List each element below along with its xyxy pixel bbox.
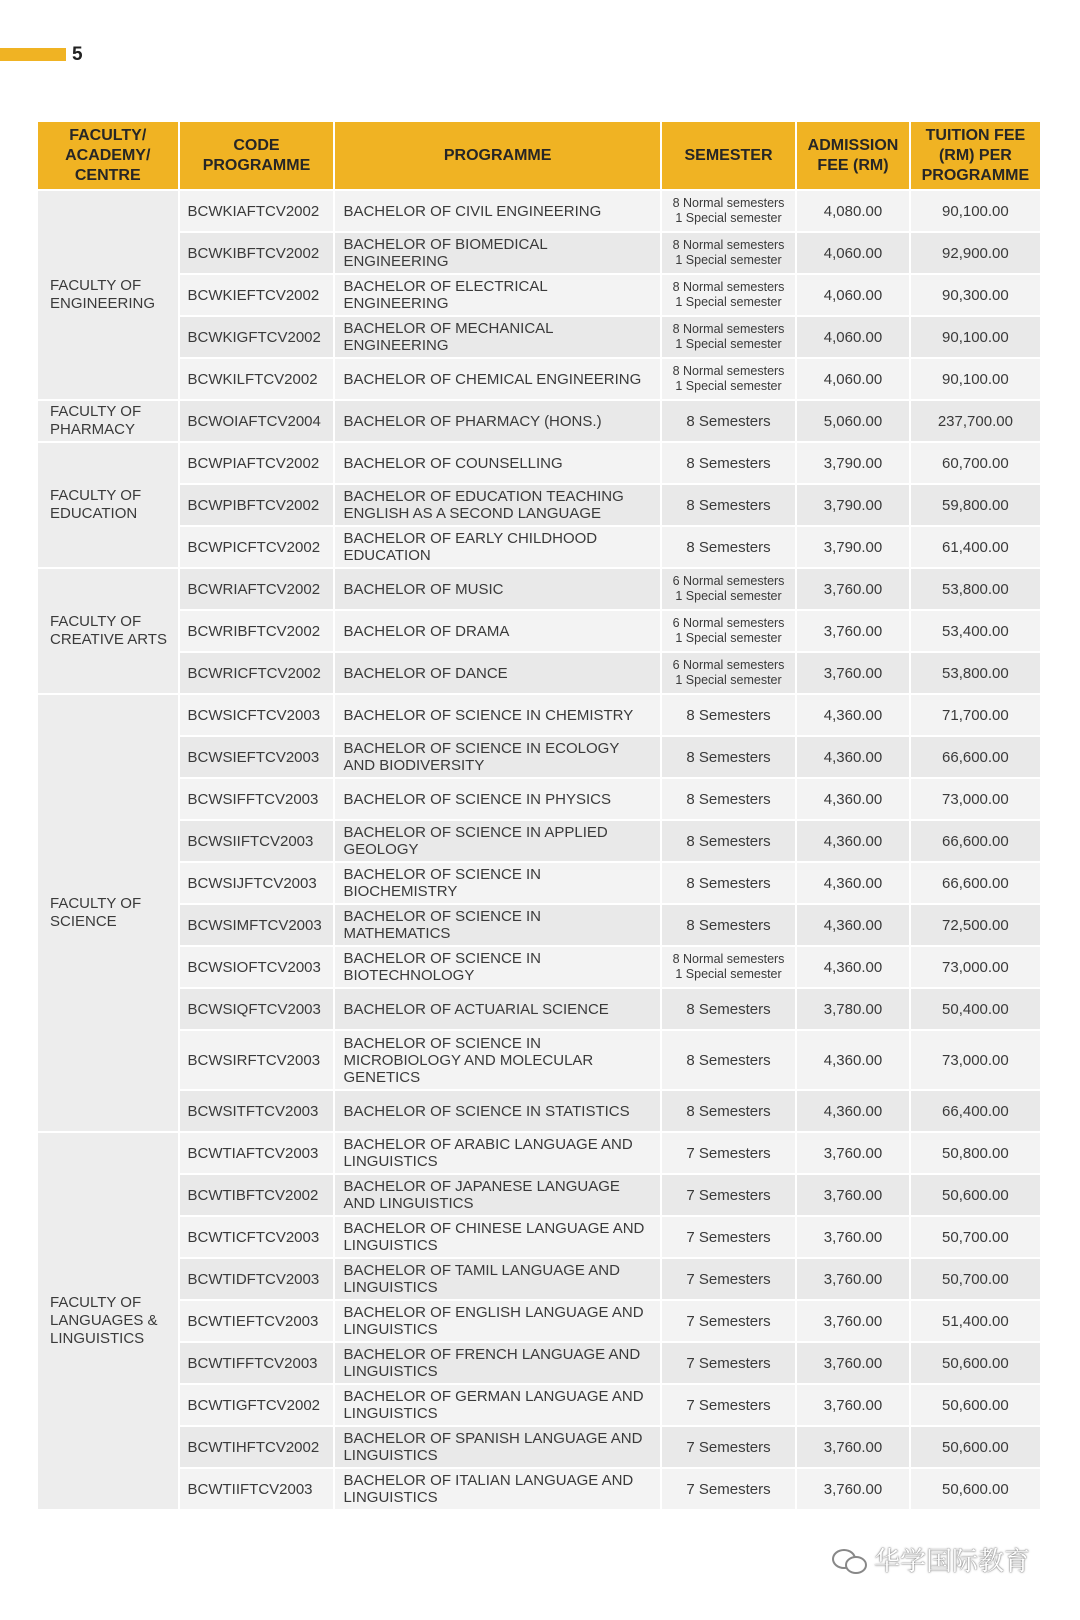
table-row: [37, 274, 1041, 316]
table-row: [37, 1174, 1041, 1216]
programme-name: BACHELOR OF SCIENCE IN ECOLOGY AND BIODIVERSITY: [334, 736, 660, 778]
admission-fee: 4,060.00: [796, 316, 910, 358]
semester-cell: 8 Semesters: [661, 400, 796, 442]
admission-fee: 4,360.00: [796, 1090, 910, 1132]
table-row: [37, 946, 1041, 988]
page-accent-bar: [0, 48, 66, 61]
tuition-fee: 60,700.00: [910, 442, 1041, 484]
semester-cell: 8 Semesters: [661, 1030, 796, 1090]
admission-fee: 3,760.00: [796, 1216, 910, 1258]
semester-normal: 6 Normal semesters: [672, 658, 785, 672]
table-row: [37, 694, 1041, 736]
table-row: [37, 820, 1041, 862]
faculty-cell: FACULTY OF SCIENCE: [37, 694, 179, 1132]
semester-cell: 7 Semesters: [661, 1468, 796, 1510]
admission-fee: 4,360.00: [796, 904, 910, 946]
admission-fee: 3,760.00: [796, 1384, 910, 1426]
programme-name: BACHELOR OF TAMIL LANGUAGE AND LINGUISTICS: [334, 1258, 660, 1300]
programme-code: BCWTICFTCV2003: [179, 1216, 335, 1258]
programme-name: BACHELOR OF ARABIC LANGUAGE AND LINGUISTICS: [334, 1132, 660, 1174]
table-row: [37, 442, 1041, 484]
programme-name: BACHELOR OF SPANISH LANGUAGE AND LINGUISTICS: [334, 1426, 660, 1468]
programme-code: BCWKIEFTCV2002: [179, 274, 335, 316]
tuition-fee: 50,600.00: [910, 1342, 1041, 1384]
header-programme: PROGRAMME: [334, 121, 660, 190]
tuition-fee: 66,600.00: [910, 736, 1041, 778]
admission-fee: 3,760.00: [796, 610, 910, 652]
semester-cell: 7 Semesters: [661, 1132, 796, 1174]
programme-code: BCWSIIFTCV2003: [179, 820, 335, 862]
semester-special: 1 Special semester: [675, 379, 782, 393]
table-row: [37, 1090, 1041, 1132]
tuition-fee: 73,000.00: [910, 1030, 1041, 1090]
semester-cell: [661, 610, 796, 652]
programme-code: BCWKIGFTCV2002: [179, 316, 335, 358]
tuition-fee: 90,100.00: [910, 358, 1041, 400]
table-row: [37, 610, 1041, 652]
semester-cell: 8 Semesters: [661, 736, 796, 778]
semester-cell: 7 Semesters: [661, 1384, 796, 1426]
table-row: [37, 484, 1041, 526]
header-faculty: FACULTY/ ACADEMY/ CENTRE: [37, 121, 179, 190]
admission-fee: 3,760.00: [796, 1132, 910, 1174]
faculty-cell: FACULTY OF LANGUAGES & LINGUISTICS: [37, 1132, 179, 1510]
admission-fee: 4,360.00: [796, 694, 910, 736]
programme-code: BCWTIFFTCV2003: [179, 1342, 335, 1384]
programme-name: BACHELOR OF SCIENCE IN STATISTICS: [334, 1090, 660, 1132]
semester-cell: 7 Semesters: [661, 1342, 796, 1384]
programme-name: BACHELOR OF ELECTRICAL ENGINEERING: [334, 274, 660, 316]
semester-special: 1 Special semester: [675, 967, 782, 981]
programme-name: BACHELOR OF SCIENCE IN BIOCHEMISTRY: [334, 862, 660, 904]
programme-name: BACHELOR OF DRAMA: [334, 610, 660, 652]
tuition-fee: 50,400.00: [910, 988, 1041, 1030]
table-row: [37, 526, 1041, 568]
programme-code: BCWSIEFTCV2003: [179, 736, 335, 778]
programme-name: BACHELOR OF SCIENCE IN MICROBIOLOGY AND MOLECULAR GENETICS: [334, 1030, 660, 1090]
programme-code: BCWSIMFTCV2003: [179, 904, 335, 946]
programme-code: BCWTIAFTCV2003: [179, 1132, 335, 1174]
table-row: [37, 652, 1041, 694]
table-body: [37, 190, 1041, 1510]
semester-cell: 7 Semesters: [661, 1258, 796, 1300]
header-tuition-fee: TUITION FEE (RM) PER PROGRAMME: [910, 121, 1041, 190]
tuition-fee: 73,000.00: [910, 946, 1041, 988]
fee-table: [36, 120, 1042, 1511]
admission-fee: 3,790.00: [796, 484, 910, 526]
table-row: [37, 1468, 1041, 1510]
tuition-fee: 53,800.00: [910, 568, 1041, 610]
programme-name: BACHELOR OF ITALIAN LANGUAGE AND LINGUISTICS: [334, 1468, 660, 1510]
programme-name: BACHELOR OF GERMAN LANGUAGE AND LINGUISTICS: [334, 1384, 660, 1426]
programme-name: BACHELOR OF CHEMICAL ENGINEERING: [334, 358, 660, 400]
programme-code: BCWTIHFTCV2002: [179, 1426, 335, 1468]
admission-fee: 3,760.00: [796, 652, 910, 694]
semester-cell: 8 Semesters: [661, 694, 796, 736]
semester-cell: [661, 232, 796, 274]
programme-code: BCWTIDFTCV2003: [179, 1258, 335, 1300]
programme-name: BACHELOR OF PHARMACY (HONS.): [334, 400, 660, 442]
programme-code: BCWSITFTCV2003: [179, 1090, 335, 1132]
tuition-fee: 53,800.00: [910, 652, 1041, 694]
faculty-cell: FACULTY OF CREATIVE ARTS: [37, 568, 179, 694]
programme-code: BCWRIAFTCV2002: [179, 568, 335, 610]
programme-code: BCWKILFTCV2002: [179, 358, 335, 400]
admission-fee: 5,060.00: [796, 400, 910, 442]
tuition-fee: 92,900.00: [910, 232, 1041, 274]
programme-name: BACHELOR OF DANCE: [334, 652, 660, 694]
programme-code: BCWSIRFTCV2003: [179, 1030, 335, 1090]
tuition-fee: 66,600.00: [910, 820, 1041, 862]
semester-cell: [661, 190, 796, 232]
tuition-fee: 53,400.00: [910, 610, 1041, 652]
table-row: [37, 1426, 1041, 1468]
semester-cell: 8 Semesters: [661, 778, 796, 820]
semester-cell: 8 Semesters: [661, 526, 796, 568]
tuition-fee: 50,600.00: [910, 1384, 1041, 1426]
programme-name: BACHELOR OF MECHANICAL ENGINEERING: [334, 316, 660, 358]
semester-special: 1 Special semester: [675, 211, 782, 225]
table-row: [37, 1030, 1041, 1090]
programme-name: BACHELOR OF JAPANESE LANGUAGE AND LINGUISTICS: [334, 1174, 660, 1216]
faculty-cell: FACULTY OF EDUCATION: [37, 442, 179, 568]
semester-special: 1 Special semester: [675, 589, 782, 603]
admission-fee: 3,790.00: [796, 526, 910, 568]
programme-name: BACHELOR OF EARLY CHILDHOOD EDUCATION: [334, 526, 660, 568]
programme-name: BACHELOR OF SCIENCE IN CHEMISTRY: [334, 694, 660, 736]
table-row: [37, 316, 1041, 358]
programme-code: BCWTIBFTCV2002: [179, 1174, 335, 1216]
table-row: [37, 1342, 1041, 1384]
admission-fee: 3,780.00: [796, 988, 910, 1030]
programme-code: BCWPIBFTCV2002: [179, 484, 335, 526]
table-row: [37, 568, 1041, 610]
admission-fee: 3,790.00: [796, 442, 910, 484]
admission-fee: 4,060.00: [796, 358, 910, 400]
tuition-fee: 90,100.00: [910, 190, 1041, 232]
admission-fee: 4,360.00: [796, 736, 910, 778]
tuition-fee: 50,600.00: [910, 1426, 1041, 1468]
semester-special: 1 Special semester: [675, 631, 782, 645]
programme-name: BACHELOR OF BIOMEDICAL ENGINEERING: [334, 232, 660, 274]
admission-fee: 4,080.00: [796, 190, 910, 232]
semester-cell: [661, 358, 796, 400]
admission-fee: 3,760.00: [796, 1468, 910, 1510]
programme-code: BCWSICFTCV2003: [179, 694, 335, 736]
watermark-text: 华学国际教育: [874, 1546, 1031, 1576]
semester-cell: 7 Semesters: [661, 1426, 796, 1468]
admission-fee: 3,760.00: [796, 1342, 910, 1384]
table-row: [37, 1216, 1041, 1258]
admission-fee: 3,760.00: [796, 1174, 910, 1216]
tuition-fee: 51,400.00: [910, 1300, 1041, 1342]
programme-code: BCWPICFTCV2002: [179, 526, 335, 568]
programme-name: BACHELOR OF ENGLISH LANGUAGE AND LINGUISTICS: [334, 1300, 660, 1342]
semester-normal: 6 Normal semesters: [672, 574, 785, 588]
programme-name: BACHELOR OF MUSIC: [334, 568, 660, 610]
programme-name: BACHELOR OF ACTUARIAL SCIENCE: [334, 988, 660, 1030]
semester-cell: 8 Semesters: [661, 484, 796, 526]
programme-name: BACHELOR OF FRENCH LANGUAGE AND LINGUISTICS: [334, 1342, 660, 1384]
table-row: [37, 1258, 1041, 1300]
semester-cell: 7 Semesters: [661, 1216, 796, 1258]
programme-name: BACHELOR OF CIVIL ENGINEERING: [334, 190, 660, 232]
admission-fee: 4,360.00: [796, 946, 910, 988]
semester-normal: 8 Normal semesters: [672, 322, 785, 336]
table-row: [37, 736, 1041, 778]
programme-code: BCWRIBFTCV2002: [179, 610, 335, 652]
watermark: [832, 1541, 1030, 1578]
tuition-fee: 90,300.00: [910, 274, 1041, 316]
table-row: [37, 400, 1041, 442]
tuition-fee: 72,500.00: [910, 904, 1041, 946]
programme-code: BCWPIAFTCV2002: [179, 442, 335, 484]
admission-fee: 4,360.00: [796, 862, 910, 904]
tuition-fee: 90,100.00: [910, 316, 1041, 358]
table-row: [37, 358, 1041, 400]
programme-code: BCWOIAFTCV2004: [179, 400, 335, 442]
page-number: 5: [72, 44, 83, 65]
semester-normal: 8 Normal semesters: [672, 364, 785, 378]
programme-name: BACHELOR OF COUNSELLING: [334, 442, 660, 484]
header-admission-fee: ADMISSION FEE (RM): [796, 121, 910, 190]
semester-special: 1 Special semester: [675, 673, 782, 687]
programme-code: BCWSIOFTCV2003: [179, 946, 335, 988]
table-row: [37, 232, 1041, 274]
semester-normal: 8 Normal semesters: [672, 238, 785, 252]
programme-code: BCWTIGFTCV2002: [179, 1384, 335, 1426]
tuition-fee: 50,700.00: [910, 1258, 1041, 1300]
admission-fee: 4,360.00: [796, 778, 910, 820]
header-code: CODE PROGRAMME: [179, 121, 335, 190]
programme-code: BCWTIEFTCV2003: [179, 1300, 335, 1342]
table-row: [37, 904, 1041, 946]
table-row: [37, 190, 1041, 232]
semester-cell: [661, 274, 796, 316]
table-row: [37, 1132, 1041, 1174]
table-row: [37, 778, 1041, 820]
programme-code: BCWTIIFTCV2003: [179, 1468, 335, 1510]
faculty-cell: FACULTY OF ENGINEERING: [37, 190, 179, 400]
admission-fee: 4,060.00: [796, 274, 910, 316]
semester-cell: 8 Semesters: [661, 988, 796, 1030]
tuition-fee: 50,800.00: [910, 1132, 1041, 1174]
programme-name: BACHELOR OF SCIENCE IN PHYSICS: [334, 778, 660, 820]
semester-normal: 8 Normal semesters: [672, 952, 785, 966]
admission-fee: 4,360.00: [796, 820, 910, 862]
programme-code: BCWSIQFTCV2003: [179, 988, 335, 1030]
admission-fee: 4,360.00: [796, 1030, 910, 1090]
tuition-fee: 50,600.00: [910, 1174, 1041, 1216]
semester-cell: 7 Semesters: [661, 1174, 796, 1216]
header-semester: SEMESTER: [661, 121, 796, 190]
tuition-fee: 73,000.00: [910, 778, 1041, 820]
admission-fee: 3,760.00: [796, 568, 910, 610]
admission-fee: 3,760.00: [796, 1426, 910, 1468]
programme-code: BCWKIAFTCV2002: [179, 190, 335, 232]
wechat-icon: [832, 1547, 868, 1573]
programme-name: BACHELOR OF SCIENCE IN APPLIED GEOLOGY: [334, 820, 660, 862]
programme-name: BACHELOR OF EDUCATION TEACHING ENGLISH AS A SECOND LANGUAGE: [334, 484, 660, 526]
tuition-fee: 61,400.00: [910, 526, 1041, 568]
semester-cell: [661, 946, 796, 988]
tuition-fee: 66,600.00: [910, 862, 1041, 904]
semester-cell: [661, 316, 796, 358]
faculty-cell: FACULTY OF PHARMACY: [37, 400, 179, 442]
table-row: [37, 862, 1041, 904]
programme-code: BCWSIFFTCV2003: [179, 778, 335, 820]
table-header-row: [37, 121, 1041, 190]
tuition-fee: 237,700.00: [910, 400, 1041, 442]
table-row: [37, 1384, 1041, 1426]
semester-normal: 8 Normal semesters: [672, 196, 785, 210]
table-row: [37, 988, 1041, 1030]
programme-name: BACHELOR OF CHINESE LANGUAGE AND LINGUISTICS: [334, 1216, 660, 1258]
semester-normal: 8 Normal semesters: [672, 280, 785, 294]
admission-fee: 3,760.00: [796, 1300, 910, 1342]
tuition-fee: 50,700.00: [910, 1216, 1041, 1258]
semester-special: 1 Special semester: [675, 253, 782, 267]
table-row: [37, 1300, 1041, 1342]
semester-special: 1 Special semester: [675, 337, 782, 351]
semester-cell: 8 Semesters: [661, 820, 796, 862]
tuition-fee: 71,700.00: [910, 694, 1041, 736]
programme-code: BCWRICFTCV2002: [179, 652, 335, 694]
semester-normal: 6 Normal semesters: [672, 616, 785, 630]
semester-cell: 7 Semesters: [661, 1300, 796, 1342]
programme-name: BACHELOR OF SCIENCE IN MATHEMATICS: [334, 904, 660, 946]
semester-cell: 8 Semesters: [661, 904, 796, 946]
semester-cell: 8 Semesters: [661, 1090, 796, 1132]
tuition-fee: 66,400.00: [910, 1090, 1041, 1132]
programme-code: BCWSIJFTCV2003: [179, 862, 335, 904]
semester-cell: [661, 652, 796, 694]
admission-fee: 3,760.00: [796, 1258, 910, 1300]
tuition-fee: 50,600.00: [910, 1468, 1041, 1510]
semester-cell: [661, 568, 796, 610]
semester-cell: 8 Semesters: [661, 862, 796, 904]
programme-code: BCWKIBFTCV2002: [179, 232, 335, 274]
programme-name: BACHELOR OF SCIENCE IN BIOTECHNOLOGY: [334, 946, 660, 988]
admission-fee: 4,060.00: [796, 232, 910, 274]
semester-special: 1 Special semester: [675, 295, 782, 309]
semester-cell: 8 Semesters: [661, 442, 796, 484]
tuition-fee: 59,800.00: [910, 484, 1041, 526]
